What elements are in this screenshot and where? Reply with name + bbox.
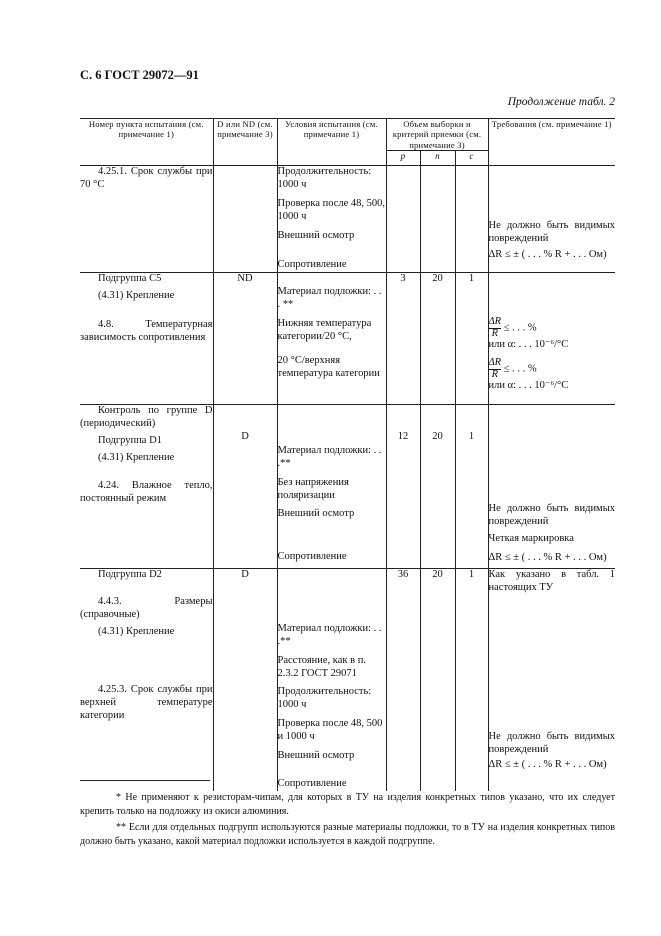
c-cell: 1	[455, 569, 488, 791]
condition-text: Расстояние, как в п. 2.3.2 ГОСТ 29071	[277, 654, 366, 679]
condition-text: Продолжительность: 1000 ч	[277, 166, 372, 191]
col-header-p: p	[386, 151, 420, 166]
c-cell: 1	[455, 273, 488, 405]
col-header-c: c	[455, 151, 488, 166]
requirements-cell	[488, 569, 615, 791]
tcr-ratio: $\frac{\Delta R}{R}$ ≤ . . . %	[488, 316, 537, 339]
condition-text: 20 °С/верхняя температура категории	[277, 355, 380, 380]
p-cell: 36	[386, 569, 420, 791]
item-text: (4.31) Крепление	[98, 451, 175, 463]
condition-text: Проверка после 48, 500 и 1000 ч	[277, 718, 383, 742]
n-cell	[420, 166, 455, 273]
fraction: $\frac{\Delta R}{R}$	[488, 357, 502, 380]
requirement-text: Не должно быть видимых повреждений	[488, 730, 616, 755]
c-cell	[455, 166, 488, 273]
c-cell: 1	[455, 405, 488, 569]
subgroup-title: Подгруппа С5	[98, 273, 162, 285]
page-header: С. 6 ГОСТ 29072—91	[80, 68, 199, 82]
subgroup-title: Подгруппа D1	[98, 434, 162, 446]
p-cell: 3	[386, 273, 420, 405]
n-cell: 20	[420, 273, 455, 405]
item-text: 4.24. Влажное тепло, постоянный режим	[80, 480, 213, 505]
condition-text: Материал подложки: . . . **	[277, 286, 382, 311]
requirement-text: ΔR ≤ ± ( . . . % R + . . . Ом)	[488, 759, 607, 771]
table-row	[80, 166, 615, 273]
condition-text: Материал подложки: . . .**	[277, 623, 382, 648]
subgroup-title: Подгруппа D2	[98, 569, 162, 581]
table-continuation-label: Продолжение табл. 2	[507, 96, 615, 108]
footnote-1: * Не применяют к резисторам-чипам, для которых в ТУ на изделия конкретных типов указано, что их следует крепить только на подложку из окиси алюминия.	[80, 792, 615, 817]
n-cell: 20	[420, 569, 455, 791]
p-cell: 12	[386, 405, 420, 569]
condition-text: Внешний осмотр	[277, 508, 355, 520]
condition-text: Материал подложки: . . .**	[277, 445, 382, 470]
group-title: Контроль по группе D (периодический)	[80, 405, 213, 430]
conditions-cell	[277, 405, 386, 569]
item-text: (4.31) Крепление	[98, 625, 175, 637]
col-header-sample: Объем выборки и критерий приемки (см. примечание 3)	[386, 119, 488, 151]
requirement-text: Не должно быть видимых повреждений	[488, 220, 616, 245]
col-header-dnd: D или ND (см. примечание 3)	[213, 119, 277, 166]
item-cell	[80, 569, 213, 791]
condition-text: Сопротивление	[277, 259, 347, 271]
requirement-text: или α: . . . 10⁻⁶/°С	[488, 339, 569, 351]
item-text: (4.31) Крепление	[98, 290, 175, 302]
requirements-cell	[488, 405, 615, 569]
requirement-text: ΔR ≤ ± ( . . . % R + . . . Ом)	[488, 551, 607, 563]
condition-text: Внешний осмотр	[277, 229, 355, 241]
dnd-cell	[213, 166, 277, 273]
requirement-text: Как указано в табл. 1 настоящих ТУ	[488, 569, 616, 594]
condition-text: Проверка после 48, 500, 1000 ч	[277, 198, 386, 222]
p-cell	[386, 166, 420, 273]
requirement-text: Не должно быть видимых повреждений	[488, 503, 616, 528]
tcr-ratio: $\frac{\Delta R}{R}$ ≤ . . . %	[488, 357, 537, 380]
col-header-requirements: Требования (см. примечание 1)	[488, 119, 615, 166]
conditions-cell	[277, 569, 386, 791]
requirements-cell	[488, 166, 615, 273]
fraction: $\frac{\Delta R}{R}$	[488, 316, 502, 339]
table-row	[80, 405, 615, 569]
test-table	[80, 118, 615, 791]
footnote-divider	[80, 780, 210, 781]
item-text: 4.4.3. Размеры (справочные)	[80, 596, 213, 620]
condition-text: Нижняя температура категории/20 °С,	[277, 317, 372, 342]
item-text: 4.25.1. Срок службы при 70 °С	[80, 166, 213, 191]
table-row	[80, 273, 615, 405]
col-header-item: Номер пункта испытания (см. примечание 1)	[80, 119, 213, 166]
conditions-cell	[277, 166, 386, 273]
condition-text: Сопротивление	[277, 551, 347, 563]
item-text: 4.8. Температурная зависимость сопротивления	[80, 318, 213, 343]
item-text: 4.25.3. Срок службы при верхней температуре категории	[80, 684, 213, 722]
condition-text: Без напряжения поляризации	[277, 476, 349, 501]
item-cell	[80, 273, 213, 405]
col-header-n: n	[420, 151, 455, 166]
n-cell: 20	[420, 405, 455, 569]
dnd-cell: ND	[213, 273, 277, 405]
condition-text: Продолжительность: 1000 ч	[277, 686, 372, 711]
item-cell	[80, 405, 213, 569]
requirement-text: ΔR ≤ ± ( . . . % R + . . . Ом)	[488, 249, 607, 261]
dnd-cell: D	[213, 569, 277, 791]
conditions-cell	[277, 273, 386, 405]
col-header-conditions: Условия испытания (см. примечание 1)	[277, 119, 386, 166]
condition-text: Внешний осмотр	[277, 749, 355, 761]
footnotes	[80, 780, 615, 851]
requirements-cell	[488, 273, 615, 405]
requirement-text: Четкая маркировка	[488, 532, 574, 544]
requirement-text: или α: . . . 10⁻⁶/°С	[488, 380, 569, 392]
condition-text: Сопротивление	[277, 778, 347, 790]
table-row	[80, 569, 615, 791]
footnote-2: ** Если для отдельных подгрупп используются разные материалы подложки, то в ТУ на изделия конкретных типов должно быть указано, какой материал подложки используется в каждой подгруппе.	[80, 822, 615, 847]
item-cell	[80, 166, 213, 273]
dnd-cell: D	[213, 405, 277, 569]
